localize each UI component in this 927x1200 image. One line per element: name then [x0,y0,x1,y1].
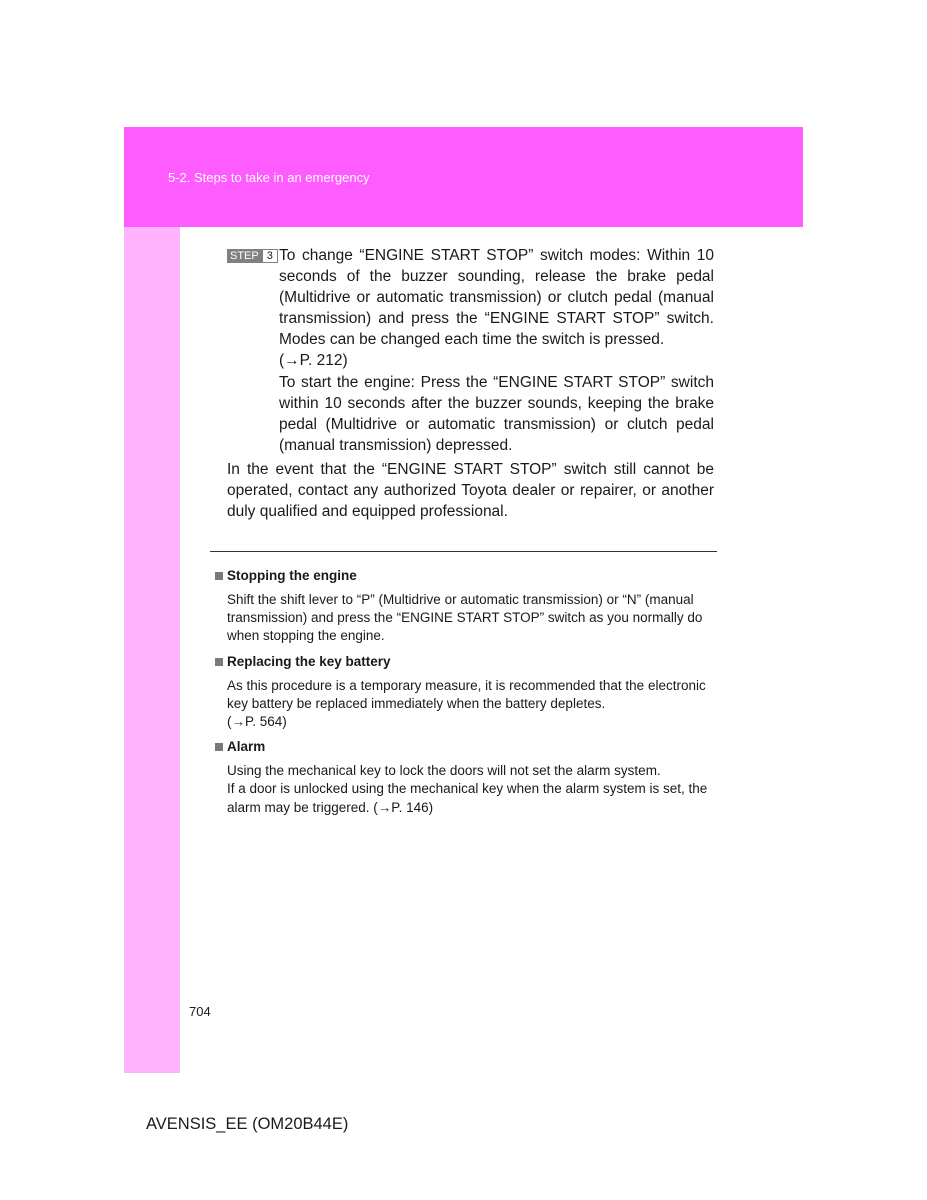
note-heading-text: Replacing the key battery [227,653,391,669]
step-text-start-engine: To start the engine: Press the “ENGINE START STOP” switch within 10 seconds after the buzzer sounds, keeping the brake pedal (Multidrive or automatic transmission) or clutch pedal (manual transmission) depressed. [279,373,714,454]
footer-model-code: AVENSIS_EE (OM20B44E) [146,1115,349,1133]
section-divider [210,551,717,552]
step-badge [227,249,278,263]
step-badge-word: STEP [227,249,262,263]
square-bullet-icon [215,743,223,751]
section-title: 5-2. Steps to take in an emergency [168,170,370,185]
side-tab-strip [124,227,180,1073]
note-heading [215,566,715,586]
step-text-mode-change: To change “ENGINE START STOP” switch modes: Within 10 seconds of the buzzer sounding, release the brake pedal (Multidrive or automatic transmission) or clutch pedal (manual transmission) and press the “ENGINE START STOP” switch. Modes can be changed each time the switch is pressed. [279,247,714,349]
note-text: If a door is unlocked using the mechanical key when the alarm system is set, the alarm may be triggered. (→P. 146) [227,781,708,815]
note-heading [215,737,715,757]
step-text-page-ref: (→P. 212) [279,352,348,370]
note-body [215,591,715,646]
square-bullet-icon [215,658,223,666]
note-body [215,677,715,732]
page-number: 704 [189,1004,211,1019]
note-alarm [215,737,715,817]
note-text: Shift the shift lever to “P” (Multidrive or automatic transmission) or “N” (manual transmission) and press the “ENGINE START STOP” switch as you normally do when stopping the engine. [227,592,703,644]
square-bullet-icon [215,572,223,580]
main-content [227,245,714,538]
notes-section [215,566,715,823]
note-replacing-key-battery [215,652,715,732]
step-badge-number: 3 [262,249,278,263]
note-text: As this procedure is a temporary measure, it is recommended that the electronic key battery be replaced immediately when the battery depletes. [227,677,706,711]
note-heading-text: Alarm [227,739,266,755]
note-stopping-engine [215,566,715,646]
note-body [215,762,715,817]
note-text: Using the mechanical key to lock the doors will not set the alarm system. [227,763,661,779]
note-heading [215,652,715,672]
closing-paragraph: In the event that the “ENGINE START STOP” switch still cannot be operated, contact any authorized Toyota dealer or repairer, or another duly qualified and equipped professional. [227,460,714,521]
section-header-band [124,127,803,227]
step-3-block [227,245,714,456]
note-heading-text: Stopping the engine [227,568,357,583]
note-page-ref: (→P. 564) [227,714,287,730]
